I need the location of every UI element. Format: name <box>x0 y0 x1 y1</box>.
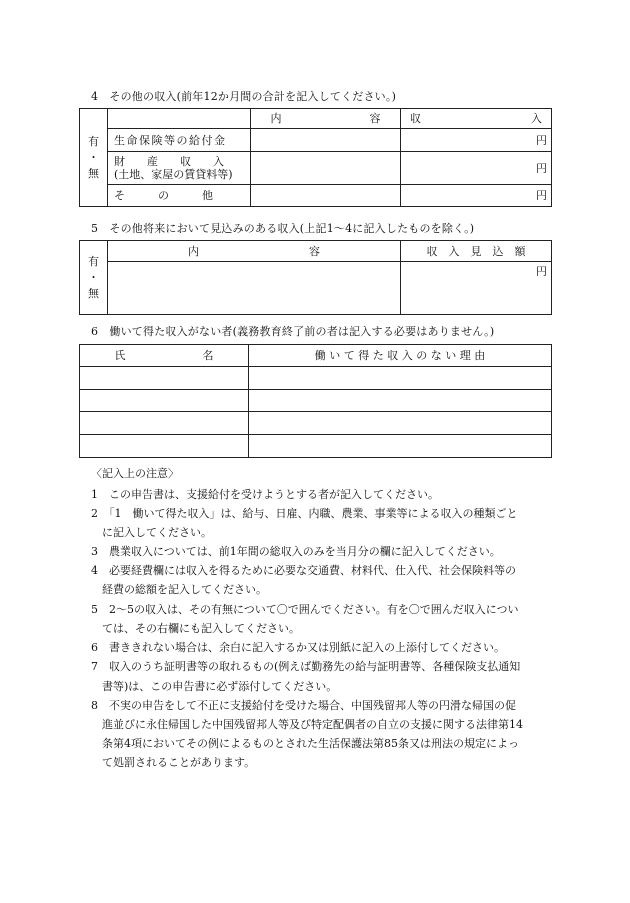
row-label-other: そ の 他 <box>108 185 251 207</box>
row-label-property-sub: (土地、家屋の賃貸料等) <box>114 168 233 181</box>
name-cell[interactable] <box>80 390 249 412</box>
other-income-table <box>79 108 552 207</box>
name-cell[interactable] <box>80 435 249 458</box>
note-line: て処罰されることがあります。 <box>91 756 256 769</box>
note-line: 2 「1 働いて得た収入」は、給与、日雇、内職、農業、事業等による収入の種類ごと <box>91 507 518 520</box>
row-property-amount[interactable] <box>401 152 552 185</box>
row-label-insurance: 生命保険等の給付金 <box>108 129 251 152</box>
yen-unit: 円 <box>536 133 547 147</box>
future-income-table <box>79 240 552 315</box>
umu-selector[interactable] <box>80 241 108 315</box>
note-line: ては、その右欄にも記入してください。 <box>91 622 300 635</box>
note-line: 6 書ききれない場合は、余白に記入するか又は別紙に記入の上添付してください。 <box>91 641 505 654</box>
reason-cell[interactable] <box>249 390 552 412</box>
future-income-amount[interactable] <box>401 262 552 315</box>
name-cell[interactable] <box>80 367 249 390</box>
yen-unit: 円 <box>536 161 547 175</box>
row-label-property: 財 産 収 入 <box>114 155 224 168</box>
row-insurance-content[interactable] <box>251 129 401 152</box>
note-line: 条第4項においてその例によるものとされた生活保護法第85条又は刑法の規定によっ <box>91 737 519 750</box>
notes-title: 〈記入上の注意〉 <box>91 467 179 480</box>
note-line: 5 2～5の収入は、その有無について〇で囲んでください。有を〇で囲んだ収入につい <box>91 603 519 616</box>
shunyu-header: 収 入 <box>401 109 552 129</box>
reason-cell[interactable] <box>249 367 552 390</box>
note-line: 7 収入のうち証明書等の取れるもの(例えば勤務先の給与証明書等、各種保険支払通知 <box>91 660 521 673</box>
umu-yes[interactable]: 有 <box>88 254 99 268</box>
section4-heading: 4 その他の収入(前年12か月間の合計を記入してください。) <box>91 90 397 103</box>
umu-dot: ・ <box>88 150 99 164</box>
yen-unit: 円 <box>536 189 547 202</box>
umu-dot: ・ <box>88 270 99 284</box>
note-line: 8 不実の申告をして不正に支援給付を受けた場合、中国残留邦人等の円滑な帰国の促 <box>91 699 516 712</box>
row-other-amount[interactable] <box>401 185 552 207</box>
blank-header-cell <box>108 109 251 129</box>
future-income-content[interactable] <box>108 262 401 315</box>
note-line: 1 この申告書は、支援給付を受けようとする者が記入してください。 <box>91 488 439 501</box>
section6-heading: 6 働いて得た収入がない者(義務教育終了前の者は記入する必要はありません。) <box>91 325 495 338</box>
note-line: 3 農業収入については、前1年間の総収入のみを当月分の欄に記入してください。 <box>91 545 501 558</box>
umu-yes[interactable]: 有 <box>88 134 99 148</box>
naiyo-header: 内 容 <box>251 109 401 129</box>
section5-heading: 5 その他将来において見込みのある収入(上記1～4に記入したものを除く。) <box>91 222 475 235</box>
name-cell[interactable] <box>80 412 249 435</box>
name-header: 氏 名 <box>80 345 249 367</box>
row-insurance-amount[interactable] <box>401 129 552 152</box>
row-other-content[interactable] <box>251 185 401 207</box>
row-property-content[interactable] <box>251 152 401 185</box>
note-line: に記入してください。 <box>91 526 212 539</box>
no-earned-income-table <box>79 344 552 458</box>
yen-unit: 円 <box>536 265 547 278</box>
naiyo-header: 内 容 <box>108 241 401 262</box>
umu-selector[interactable] <box>80 109 108 207</box>
mikomi-header: 収 入 見 込 額 <box>401 241 552 262</box>
umu-no[interactable]: 無 <box>88 286 99 300</box>
note-line: 4 必要経費欄には収入を得るために必要な交通費、材料代、仕入代、社会保険料等の <box>91 564 516 577</box>
note-line: 進並びに永住帰国した中国残留邦人等及び特定配偶者の自立の支援に関する法律第14 <box>91 718 523 731</box>
note-line: 経費の総額を記入してください。 <box>91 583 267 596</box>
reason-cell[interactable] <box>249 435 552 458</box>
note-line: 書等)は、この申告書に必ず添付してください。 <box>91 680 338 693</box>
reason-cell[interactable] <box>249 412 552 435</box>
reason-header: 働 い て 得 た 収 入 の な い 理 由 <box>249 345 552 367</box>
umu-no[interactable]: 無 <box>88 166 99 180</box>
